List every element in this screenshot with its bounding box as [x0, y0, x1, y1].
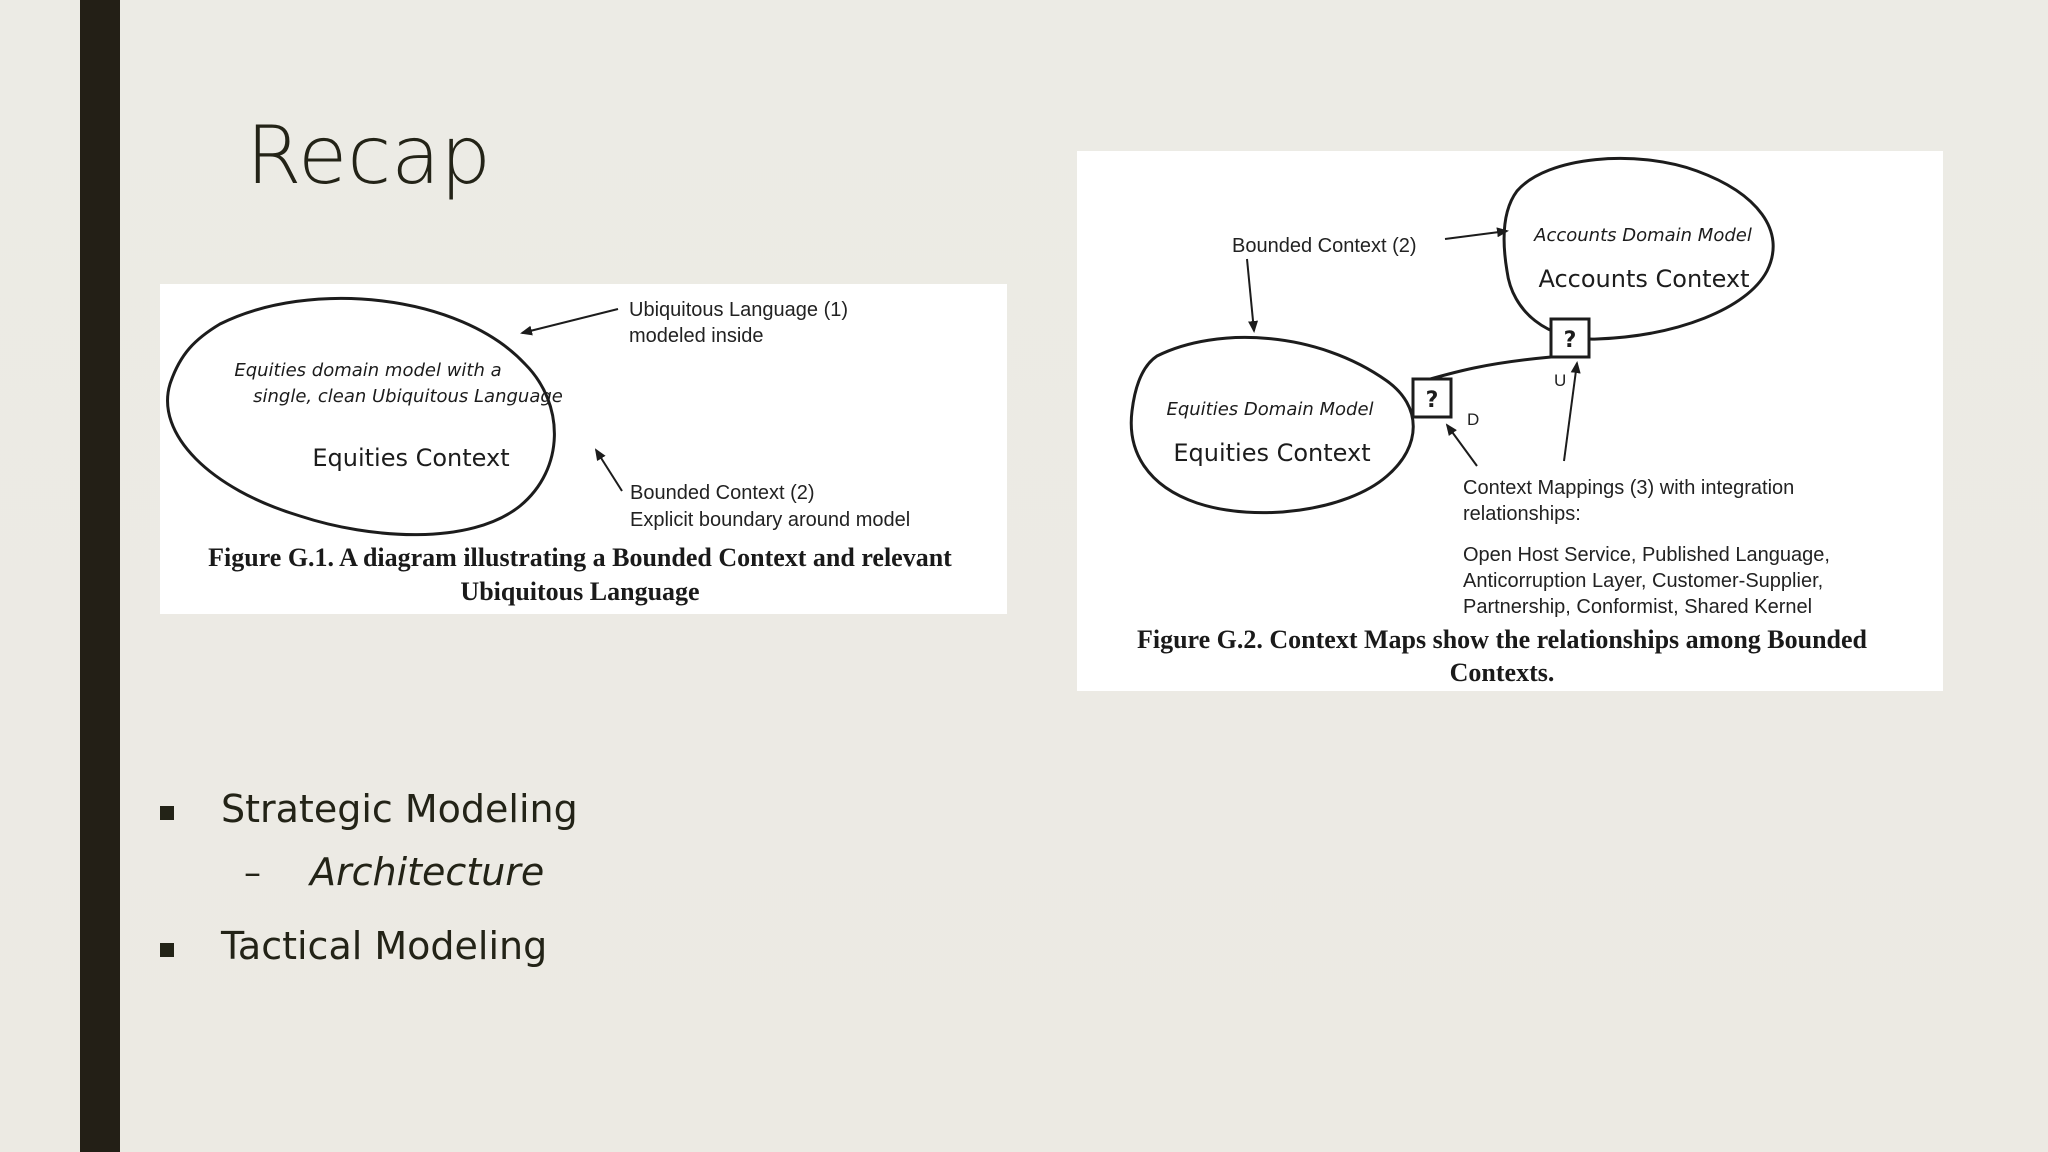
figure-g1 — [160, 284, 1007, 614]
equities-context-boundary — [168, 298, 555, 534]
g1-bc-label-line1: Bounded Context (2) — [630, 482, 815, 504]
g1-caption-line1: Figure G.1. A diagram illustrating a Bounded Context and relevant — [208, 543, 952, 572]
equities-context-boundary-g2 — [1131, 337, 1413, 512]
g1-ul-label-line1: Ubiquitous Language (1) — [629, 299, 849, 321]
g1-bc-arrow — [596, 450, 622, 491]
g2-equities-model: Equities Domain Model — [1166, 399, 1374, 420]
square-bullet-icon — [160, 806, 174, 820]
figure-g2-diagram — [1077, 151, 1943, 691]
figure-g1-diagram — [160, 284, 1007, 614]
bullet-text-strategic: Strategic Modeling — [221, 787, 578, 831]
side-accent-bar — [80, 0, 120, 1152]
g1-caption-line2: Ubiquitous Language — [460, 577, 700, 606]
g1-ul-arrow — [522, 309, 618, 333]
g1-model-line1: Equities domain model with a — [234, 360, 502, 381]
g2-bc-label: Bounded Context (2) — [1232, 235, 1417, 257]
g2-accounts-model: Accounts Domain Model — [1534, 225, 1752, 246]
g2-caption-line1: Figure G.2. Context Maps show the relationships among Bounded — [1136, 625, 1868, 654]
g2-mappings-line2: relationships: — [1463, 503, 1581, 525]
g2-caption-line2: Contexts. — [1449, 658, 1555, 687]
g2-bc-arrow-accounts — [1445, 231, 1507, 239]
g2-downstream-box-symbol: ? — [1425, 388, 1439, 413]
g2-accounts-context: Accounts Context — [1538, 265, 1750, 293]
g2-patterns-line2: Anticorruption Layer, Customer-Supplier, — [1463, 570, 1824, 592]
g1-bc-label-line2: Explicit boundary around model — [630, 509, 911, 531]
g2-upstream-box-symbol: ? — [1563, 328, 1577, 353]
g2-mapping-arrow-downstream — [1447, 425, 1477, 466]
sub-bullet-text-architecture: Architecture — [310, 850, 545, 894]
g1-model-line2: single, clean Ubiquitous Language — [253, 386, 563, 407]
g1-ul-label-line2: modeled inside — [629, 325, 764, 347]
accounts-context-boundary — [1504, 158, 1773, 339]
g2-patterns-line3: Partnership, Conformist, Shared Kernel — [1463, 596, 1813, 618]
dash-bullet-icon: – — [244, 853, 261, 893]
g2-mappings-line1: Context Mappings (3) with integration — [1463, 477, 1795, 499]
figure-g2 — [1077, 151, 1943, 691]
square-bullet-icon — [160, 943, 174, 957]
g1-context-name: Equities Context — [312, 444, 510, 472]
g2-patterns-line1: Open Host Service, Published Language, — [1463, 544, 1830, 566]
slide-title: Recap — [246, 109, 491, 202]
g2-downstream-label: D — [1467, 410, 1480, 429]
bullet-text-tactical: Tactical Modeling — [221, 924, 548, 968]
g2-equities-context: Equities Context — [1173, 439, 1371, 467]
g2-upstream-label: U — [1554, 371, 1567, 390]
g2-bc-arrow-equities — [1247, 259, 1254, 331]
